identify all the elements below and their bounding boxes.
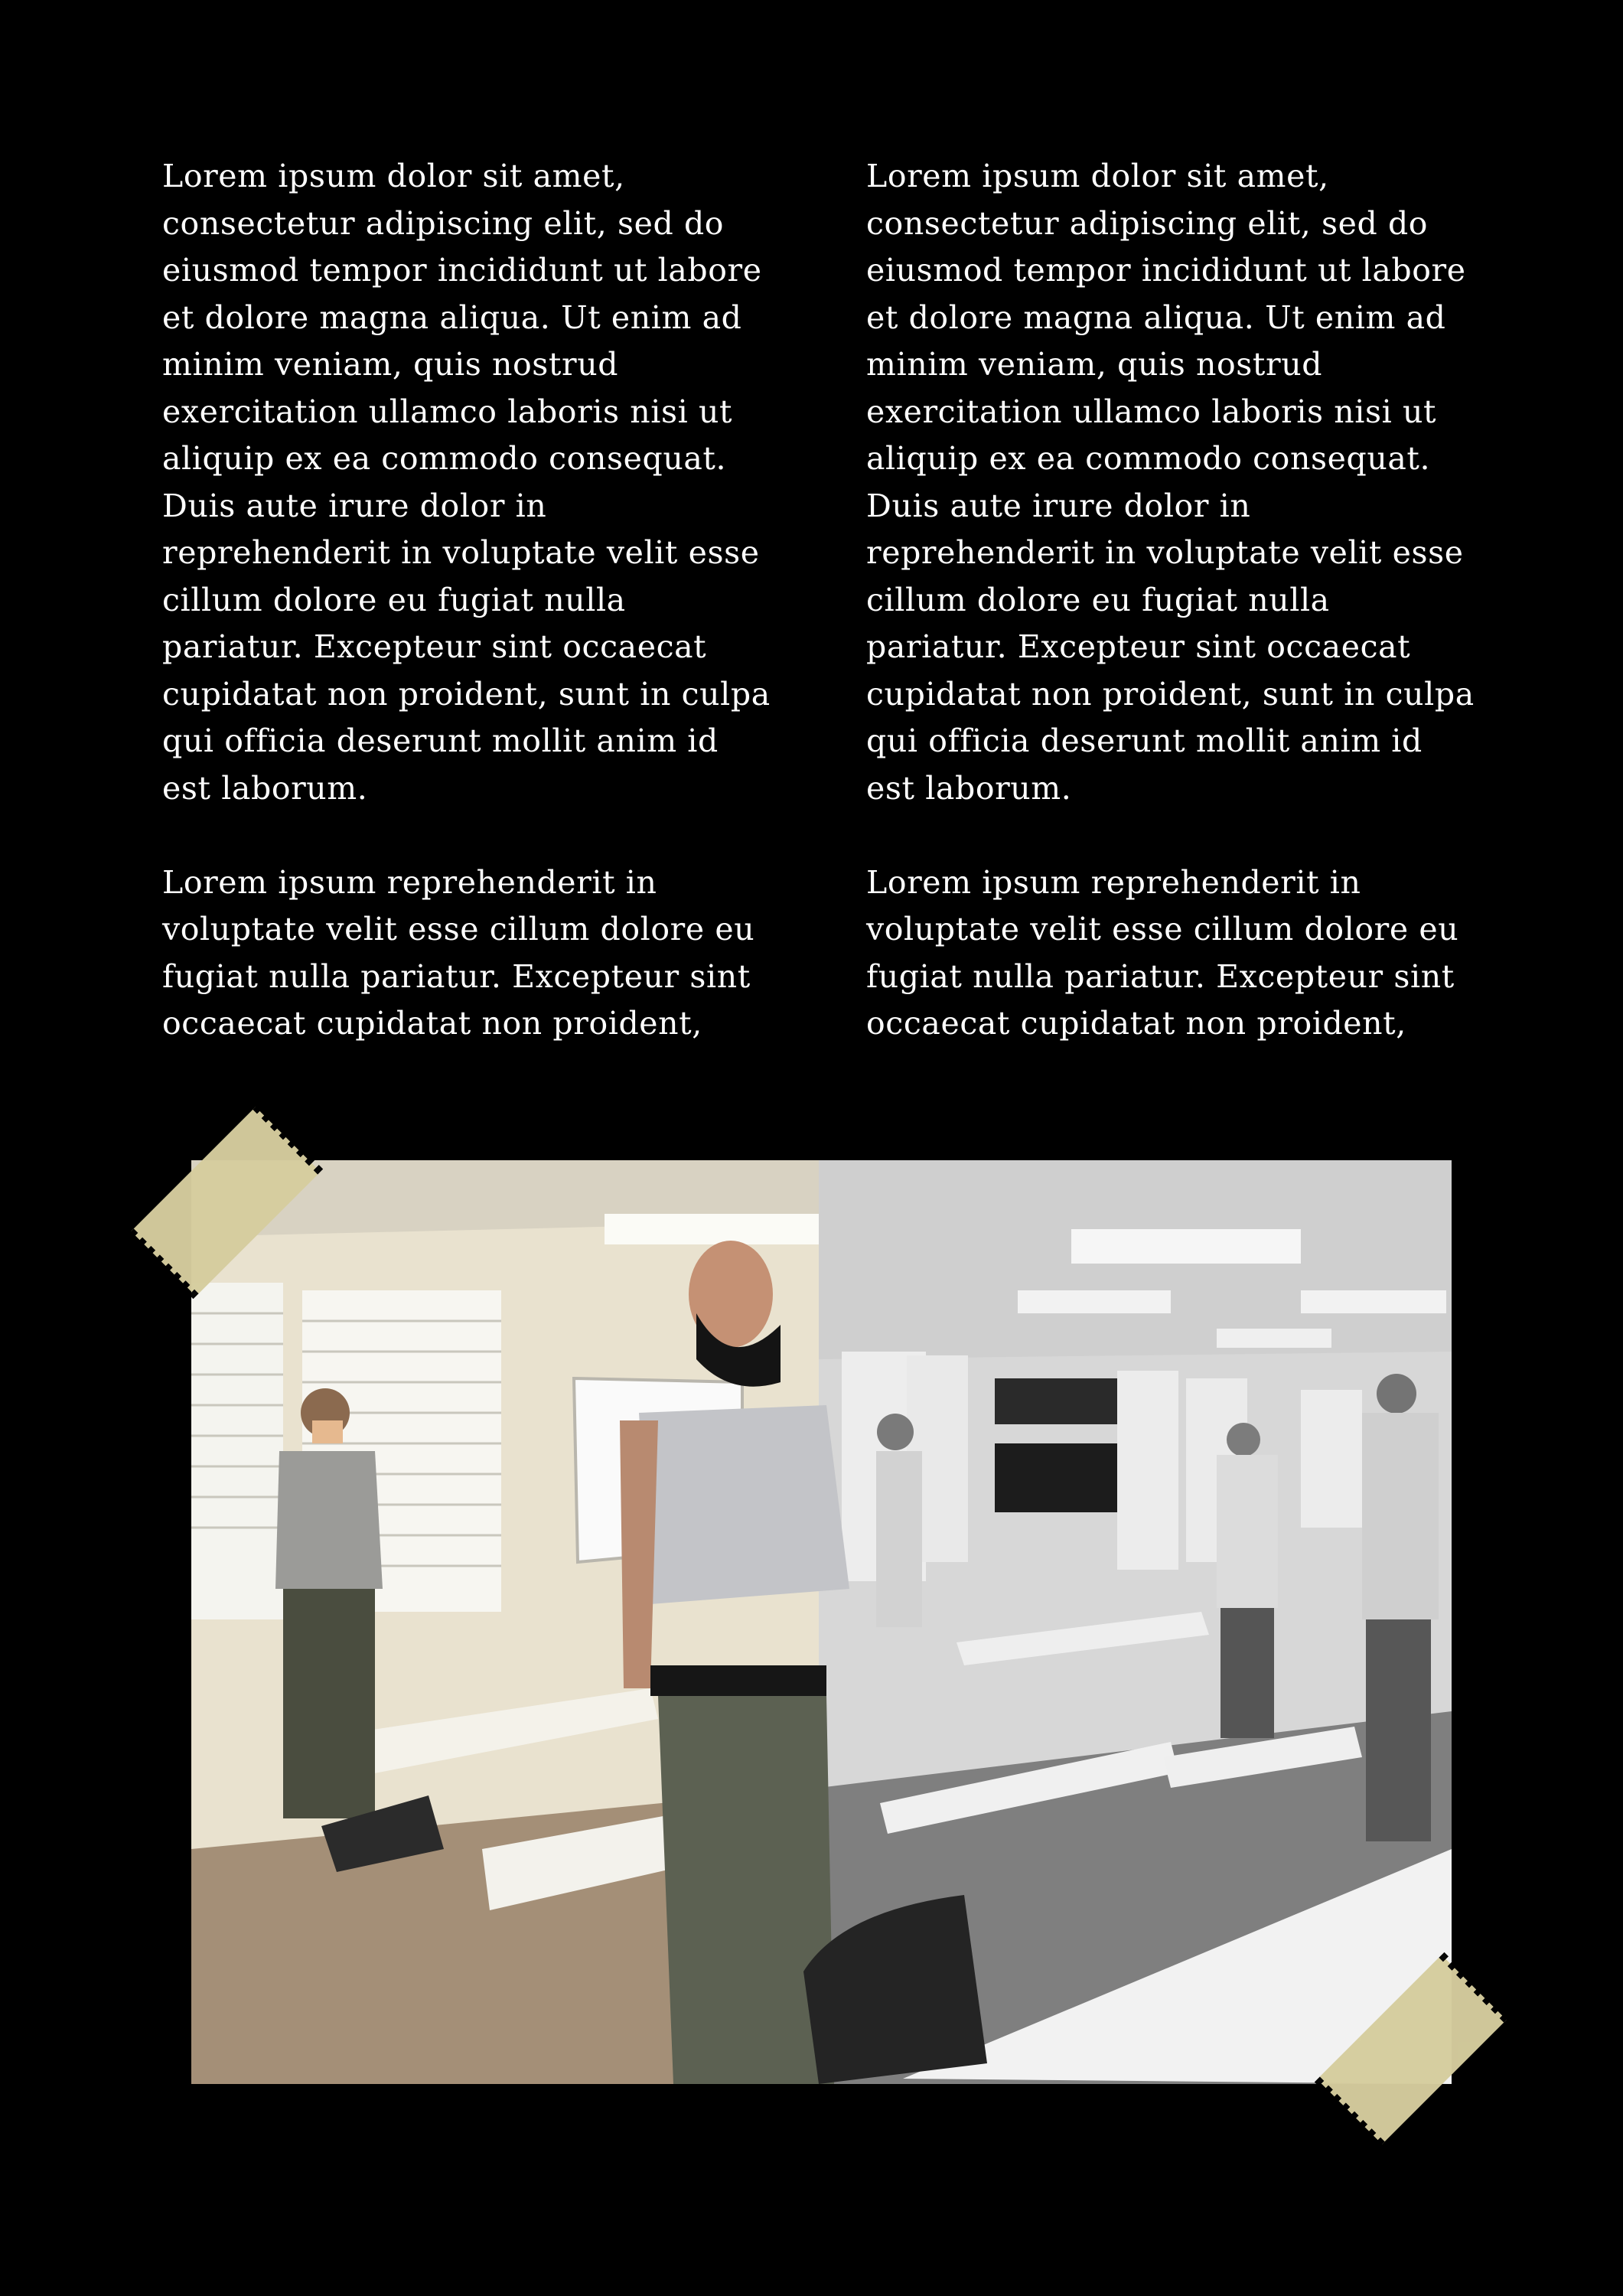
text-column-left (162, 153, 774, 1094)
left-paragraph-2: Lorem ipsum reprehenderit in voluptate velit esse cillum dolore eu fugiat nulla pariatur. Excepteur sint occaecat cupidatat non proident, (162, 863, 755, 1042)
classroom-photo (191, 1160, 1452, 2084)
right-paragraph-1: Lorem ipsum dolor sit amet, consectetur adipiscing elit, sed do eiusmod tempor incididunt ut labore et dolore magna aliqua. Ut enim ad minim veniam, quis nostrud exercitation ullamco laboris nisi ut aliquip ex ea commodo consequat. Duis aute irure dolor in reprehenderit in voluptate velit esse cillum dolore eu fugiat nulla pariatur. Excepteur sint occaecat cupidatat non proident, sunt in culpa qui officia deserunt mollit anim id est laborum. (866, 158, 1475, 807)
text-column-right (866, 153, 1478, 1094)
right-paragraph-2: Lorem ipsum reprehenderit in voluptate velit esse cillum dolore eu fugiat nulla pariatur. Excepteur sint occaecat cupidatat non proident, (866, 863, 1459, 1042)
left-paragraph-1: Lorem ipsum dolor sit amet, consectetur adipiscing elit, sed do eiusmod tempor incididunt ut labore et dolore magna aliqua. Ut enim ad minim veniam, quis nostrud exercitation ullamco laboris nisi ut aliquip ex ea commodo consequat. Duis aute irure dolor in reprehenderit in voluptate velit esse cillum dolore eu fugiat nulla pariatur. Excepteur sint occaecat cupidatat non proident, sunt in culpa qui officia deserunt mollit anim id est laborum. (162, 158, 771, 807)
